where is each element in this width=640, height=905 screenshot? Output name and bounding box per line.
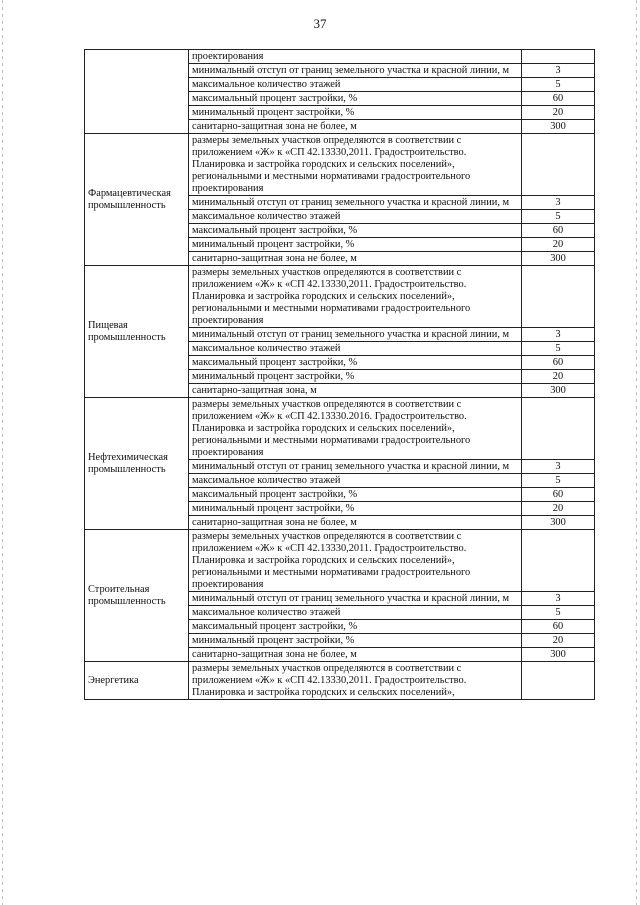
parameter-cell: минимальный отступ от границ земельного участка и красной линии, м <box>189 460 522 474</box>
table-row <box>85 50 595 64</box>
value-cell: 20 <box>522 370 595 384</box>
parameter-cell: минимальный отступ от границ земельного участка и красной линии, м <box>189 64 522 78</box>
value-cell: 5 <box>522 606 595 620</box>
value-cell: 5 <box>522 342 595 356</box>
value-cell <box>522 530 595 592</box>
table-row <box>85 662 595 700</box>
regulations-table <box>84 49 595 700</box>
value-cell: 3 <box>522 592 595 606</box>
table-row <box>85 398 595 460</box>
value-cell <box>522 134 595 196</box>
parameter-cell: санитарно-защитная зона не более, м <box>189 516 522 530</box>
parameter-cell: размеры земельных участков определяются в соответствии с приложением «Ж» к «СП 42.13330,2011. Градостроительство. Планировка и застройка городских и сельских поселений», региональными и местными нормативами градостроительного проектирования <box>189 266 522 328</box>
page-number: 37 <box>313 16 327 31</box>
value-cell: 3 <box>522 460 595 474</box>
category-cell: Строительная промышленность <box>85 530 189 662</box>
parameter-cell: санитарно-защитная зона, м <box>189 384 522 398</box>
category-cell <box>85 50 189 134</box>
value-cell: 300 <box>522 252 595 266</box>
value-cell: 300 <box>522 516 595 530</box>
parameter-cell: максимальный процент застройки, % <box>189 92 522 106</box>
table-row <box>85 530 595 592</box>
parameter-cell: размеры земельных участков определяются в соответствии с приложением «Ж» к «СП 42.13330.2016. Градостроительство. Планировка и застройка городских и сельских поселений», региональными и местными нормативами градостроительного проектирования <box>189 398 522 460</box>
parameter-cell: размеры земельных участков определяются в соответствии с приложением «Ж» к «СП 42.13330,2011. Градостроительство. Планировка и застройка городских и сельских поселений», региональными и местными нормативами градостроительного проектирования <box>189 530 522 592</box>
value-cell: 20 <box>522 238 595 252</box>
category-cell: Энергетика <box>85 662 189 700</box>
value-cell <box>522 398 595 460</box>
parameter-cell: максимальный процент застройки, % <box>189 356 522 370</box>
parameter-cell: минимальный отступ от границ земельного участка и красной линии, м <box>189 328 522 342</box>
value-cell: 20 <box>522 502 595 516</box>
value-cell: 3 <box>522 328 595 342</box>
value-cell: 3 <box>522 64 595 78</box>
value-cell: 60 <box>522 356 595 370</box>
value-cell: 60 <box>522 488 595 502</box>
value-cell: 5 <box>522 210 595 224</box>
value-cell: 5 <box>522 78 595 92</box>
parameter-cell: минимальный процент застройки, % <box>189 634 522 648</box>
value-cell: 5 <box>522 474 595 488</box>
parameter-cell: минимальный отступ от границ земельного участка и красной линии, м <box>189 592 522 606</box>
category-cell: Пищевая промышленность <box>85 266 189 398</box>
value-cell: 300 <box>522 384 595 398</box>
value-cell: 300 <box>522 120 595 134</box>
parameter-cell: минимальный процент застройки, % <box>189 238 522 252</box>
value-cell: 20 <box>522 106 595 120</box>
parameter-cell: максимальное количество этажей <box>189 210 522 224</box>
scan-edge-left <box>2 0 3 905</box>
regulations-table-body <box>85 50 595 700</box>
parameter-cell: размеры земельных участков определяются в соответствии с приложением «Ж» к «СП 42.13330,2011. Градостроительство. Планировка и застройка городских и сельских поселений», <box>189 662 522 700</box>
value-cell <box>522 266 595 328</box>
parameter-cell: минимальный отступ от границ земельного участка и красной линии, м <box>189 196 522 210</box>
parameter-cell: минимальный процент застройки, % <box>189 370 522 384</box>
parameter-cell: максимальный процент застройки, % <box>189 224 522 238</box>
value-cell: 3 <box>522 196 595 210</box>
parameter-cell: максимальное количество этажей <box>189 342 522 356</box>
parameter-cell: санитарно-защитная зона не более, м <box>189 120 522 134</box>
scan-edge-right <box>636 0 637 905</box>
value-cell: 60 <box>522 620 595 634</box>
value-cell: 300 <box>522 648 595 662</box>
table-row <box>85 134 595 196</box>
parameter-cell: минимальный процент застройки, % <box>189 502 522 516</box>
parameter-cell: максимальный процент застройки, % <box>189 620 522 634</box>
value-cell: 60 <box>522 92 595 106</box>
parameter-cell: максимальное количество этажей <box>189 606 522 620</box>
category-cell: Нефтехимическая промышленность <box>85 398 189 530</box>
parameter-cell: санитарно-защитная зона не более, м <box>189 252 522 266</box>
parameter-cell: максимальный процент застройки, % <box>189 488 522 502</box>
parameter-cell: размеры земельных участков определяются в соответствии с приложением «Ж» к «СП 42.13330,2011. Градостроительство. Планировка и застройка городских и сельских поселений», региональными и местными нормативами градостроительного проектирования <box>189 134 522 196</box>
value-cell: 20 <box>522 634 595 648</box>
parameter-cell: проектирования <box>189 50 522 64</box>
parameter-cell: минимальный процент застройки, % <box>189 106 522 120</box>
value-cell: 60 <box>522 224 595 238</box>
parameter-cell: максимальное количество этажей <box>189 474 522 488</box>
parameter-cell: максимальное количество этажей <box>189 78 522 92</box>
category-cell: Фармацевтическая промышленность <box>85 134 189 266</box>
parameter-cell: санитарно-защитная зона не более, м <box>189 648 522 662</box>
value-cell <box>522 50 595 64</box>
table-row <box>85 266 595 328</box>
value-cell <box>522 662 595 700</box>
